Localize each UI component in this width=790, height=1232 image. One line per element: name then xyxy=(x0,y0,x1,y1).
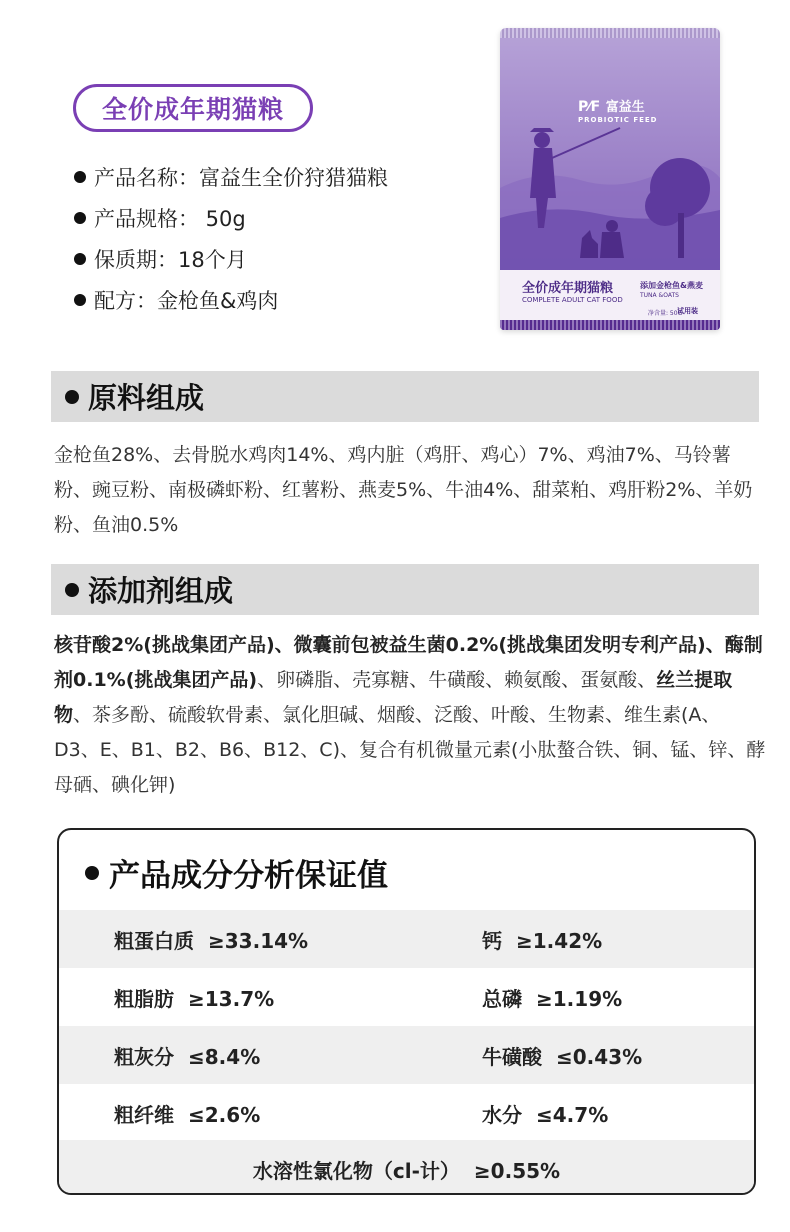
bullet-icon xyxy=(74,294,86,306)
info-item-shelf-life: 保质期：18个月 xyxy=(74,238,388,279)
package-scene-illustration xyxy=(500,118,720,270)
info-item-spec: 产品规格： 50g xyxy=(74,197,388,238)
analysis-row: 粗蛋白质 ≥33.14% 钙 ≥1.42% xyxy=(59,910,754,968)
info-item-formula: 配方：金枪鱼&鸡肉 xyxy=(74,279,388,320)
additives-text: 核苷酸2%(挑战集团产品)、微囊前包被益生菌0.2%(挑战集团发明专利产品)、酶制剂0.1%(挑战集团产品)、卵磷脂、壳寡糖、牛磺酸、赖氨酸、蛋氨酸、丝兰提取物、茶多酚、硫酸软骨素、氯化胆碱、烟酸、泛酸、叶酸、生物素、维生素(A、D3、E、B1、B2、B6、B12、C)、复合有机微量元素(小肽螯合铁、铜、锰、锌、酵母硒、碘化钾) xyxy=(54,634,766,796)
package-name: 全价成年期猫粮 xyxy=(522,281,614,296)
package-name-en: COMPLETE ADULT CAT FOOD xyxy=(522,296,623,304)
ingredients-text: 金枪鱼28%、去骨脱水鸡肉14%、鸡内脏（鸡肝、鸡心）7%、鸡油7%、马铃薯粉、豌豆粉、南极磷虾粉、红薯粉、燕麦5%、牛油4%、甜菜粕、鸡肝粉2%、羊奶粉、鱼油0.5% xyxy=(54,444,753,536)
ingredients-heading: 原料组成 xyxy=(88,381,205,415)
analysis-heading: 产品成分分析保证值 xyxy=(109,858,388,894)
additives-highlight-2: 丝兰提取物 xyxy=(54,669,733,726)
analysis-box xyxy=(57,828,756,1195)
package-flavor-en: TUNA &OATS xyxy=(640,292,679,299)
analysis-row: 粗脂肪 ≥13.7% 总磷 ≥1.19% xyxy=(114,986,623,1011)
info-item-name: 产品名称：富益生全价狩猎猫粮 xyxy=(74,156,388,197)
bullet-icon xyxy=(74,171,86,183)
package-flavor: 添加金枪鱼&燕麦 xyxy=(640,281,703,290)
additives-highlight-1: 核苷酸2%(挑战集团产品)、微囊前包被益生菌0.2%(挑战集团发明专利产品)、酶制剂0.1%(挑战集团产品) xyxy=(54,634,763,691)
package-brand-logo: P⁄F 富益生 PROBIOTIC FEED xyxy=(578,99,658,124)
product-info-list xyxy=(74,156,388,320)
analysis-row-chloride: 水溶性氯化物（cl-计） ≥0.55% xyxy=(59,1140,754,1195)
bullet-icon xyxy=(65,390,79,404)
product-package-image xyxy=(500,28,720,330)
bullet-icon xyxy=(74,212,86,224)
analysis-row: 粗灰分 ≤8.4% 牛磺酸 ≤0.43% xyxy=(59,1026,754,1084)
bullet-icon xyxy=(65,583,79,597)
product-title: 全价成年期猫粮 xyxy=(101,95,284,124)
package-crimp-top xyxy=(500,28,720,38)
product-title-pill xyxy=(73,84,313,132)
ingredients-section-header xyxy=(51,371,759,422)
analysis-header xyxy=(85,850,388,895)
package-weight: 净含量: 50G xyxy=(648,310,683,317)
bullet-icon xyxy=(74,253,86,265)
additives-section-header xyxy=(51,564,759,615)
bullet-icon xyxy=(85,866,99,880)
package-trial-label: 试用装 xyxy=(677,307,698,315)
analysis-row: 粗纤维 ≤2.6% 水分 ≤4.7% xyxy=(114,1102,609,1127)
additives-heading: 添加剂组成 xyxy=(88,574,234,608)
package-crimp-bottom xyxy=(500,320,720,330)
